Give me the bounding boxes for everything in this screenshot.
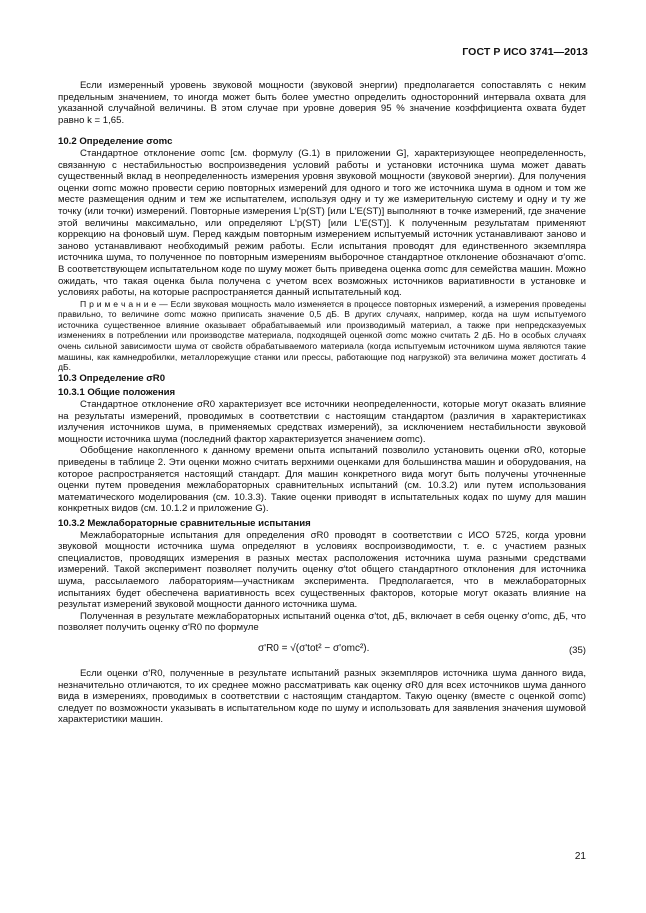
formula-number: (35) <box>568 644 586 656</box>
paragraph-interlab-tests: Межлабораторные испытания для определения σR0 проводят в соответствии с ИСО 5725, когда уровни звуковой мощности источника шума определяют в условиях воспроизводимости, т. е. с участием разных специалистов, проводящих измерения в разных местах расположения источника шума разными средствами измерений. Такой эксперимент позволяет получить оценку σ'tot общего стандартного отклонения для источника шума, рассылаемого лабораториям—участникам эксперимента. Предполагается, что в межлабораторных испытаниях будет обеспечена вариативность всех существенных факторов, которые могут оказать влияние на результат измерений звуковой мощности данного источника шума. <box>58 529 586 611</box>
heading-10-3-1: 10.3.1 Общие положения <box>58 387 176 399</box>
heading-10-2: 10.2 Определение σomc <box>58 136 173 148</box>
formula-expression: σ'R0 = √(σ'tot² − σ'omc²). <box>258 642 370 654</box>
paragraph-estimates-conclusion: Если оценки σ'R0, полученные в результате испытаний разных экземпляров источника шума данного вида, незначительно отличаются, то их среднее можно рассматривать как оценку σR0 для всех источников шума данного вида в измерениях, проводимых в соответствии с настоящим стандартом. Такую оценку (вместе с оценкой σomc) следует по возможности указывать в испытательном коде по шуму и использовать для заявления значения шумовой характеристики машин. <box>58 667 586 726</box>
standard-header: ГОСТ Р ИСО 3741—2013 <box>462 46 588 58</box>
page-number: 21 <box>574 851 586 862</box>
heading-10-3-2: 10.3.2 Межлабораторные сравнительные испытания <box>58 517 311 529</box>
note-paragraph: П р и м е ч а н и е — Если звуковая мощность мало изменяется в процессе повторных измерений, а измерения проведены правильно, то величине σomc можно приписать значение 0,5 дБ. В других случаях, например, когда на шум испытуемого источника существенное влияние оказывает обрабатываемый или производимый материал, а также при непредсказуемых изменениях в потреблении или производстве материала, подходящей оценкой σomc можно считать 2 дБ. Но в особых случаях очень сильной зависимости шума от свойств обрабатываемого материала (когда испытуемым источником шума являются такие машины, как камнедробилки, металлорежущие станки или прессы, работающие под нагрузкой) эта величина может достигать 4 дБ. <box>58 298 586 373</box>
paragraph-formula-intro: Полученная в результате межлабораторных испытаний оценка σ'tot, дБ, включает в себя оценку σ'omc, дБ, что позволяет получить оценку σ'R0 по формуле <box>58 610 586 634</box>
paragraph-omc-definition: Стандартное отклонение σomc [см. формулу (G.1) в приложении G], характеризующее неопределенность, связанную с нестабильностью воспроизведения условий работы и установки источника шума может давать существенный вклад в неопределенность измерения уровня звуковой мощности (звуковой энергии). Для получения оценки σomc можно провести серию повторных измерений для одного и того же источника шума в одном и том же месте размещения одним и тем же испытателем, используя одну и ту же измерительную систему и одну и ту же точку (или точки) измерений. Повторные измерения L'p(ST) [или L'E(ST)] выполняют в точке измерений, где значение этой величины максимально, или определяют L'p(ST) [или L'E(ST)]. К полученным результатам применяют коррекцию на фоновый шум. Перед каждым повторным измерением испытуемый источник устанавливают заново и заново устанавливают необходимый режим работы. Если испытания проводят для единственного экземпляра источника шума, то полученное по повторным измерениям выборочное стандартное отклонение обозначают σ'omc. В соответствующем испытательном коде по шуму может быть приведена оценка σomc для семейства машин. Можно ожидать, что такая оценка была получена с учетом всех возможных источников вариативности в установке и условиях работы, на которые распространяется данный испытательный код. <box>58 147 586 299</box>
formula-35 <box>58 638 586 664</box>
page-content <box>58 80 586 726</box>
paragraph-coverage-factor: Если измеренный уровень звуковой мощности (звуковой энергии) предполагается сопоставлять с неким предельным значением, то иногда может быть более уместно определить односторонний интервала охвата для указанной случайной величины. В этом случае при уровне доверия 95 % значение коэффициента охвата будет равно k = 1,65. <box>58 80 586 126</box>
heading-10-3: 10.3 Определение σR0 <box>58 372 166 384</box>
paragraph-table-2-reference: Обобщение накопленного к данному времени опыта испытаний позволило установить оценки σR0, которые приведены в таблице 2. Эти оценки можно считать верхними оценками для большинства машин и оборудования, на которое распространяется настоящий стандарт. Для машин конкретного вида могут быть получены уточненные оценки путем проведения межлабораторных сравнительных испытаний (см. 10.3.2) или путем использования математического моделирования (см. 10.3.3). Такие оценки приводят в испытательных кодах по шуму для машин конкретных видов (см. 10.1.2 и приложение G). <box>58 445 586 515</box>
paragraph-general-provisions: Стандартное отклонение σR0 характеризует все источники неопределенности, которые могут оказать влияние на результаты измерений, проводимых в соответствии с настоящим стандартом (различия в характеристиках излучения источников шума, в применяемых средствах измерений), за исключением нестабильности звуковой мощности источника шума (последний фактор характеризуется значением σomc). <box>58 399 586 445</box>
